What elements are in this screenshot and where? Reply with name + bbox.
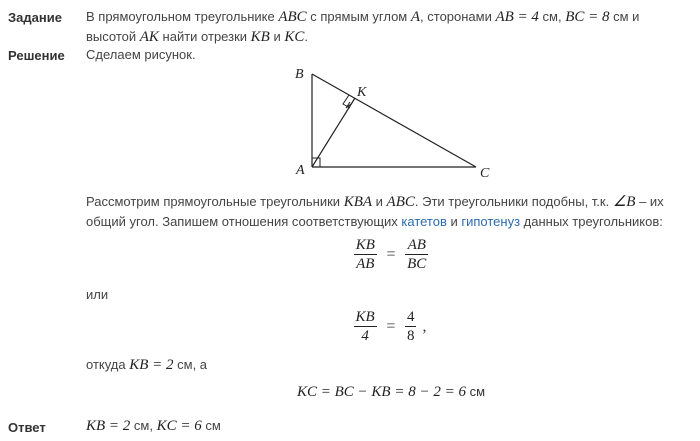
vertex-a: A xyxy=(296,163,305,178)
whence-text: откуда KB = 2 см, а xyxy=(86,357,208,373)
formula-numeric: $\frac{KB}{4}$ = $\frac{4}{8}$ , xyxy=(355,309,427,344)
vertex-b: B xyxy=(295,67,304,82)
answer-label: Ответ xyxy=(8,420,46,435)
altitude-ak xyxy=(312,98,355,167)
or-text: или xyxy=(86,287,109,302)
kc-calculation: KC = BC − KB = 8 − 2 = 6 см xyxy=(296,384,486,400)
solution-label: Решение xyxy=(8,48,65,63)
link-katety[interactable]: катетов xyxy=(401,214,447,229)
task-label: Задание xyxy=(8,10,62,25)
vertex-c: C xyxy=(480,166,490,181)
solution-paragraph: Рассмотрим прямоугольные треугольники KBA и ABC. Эти треугольники подобны, т.к. ∠B – их общий угол. Запишем отношения соответствующих катетов и гипотенуз данных треугольников: xyxy=(86,194,664,229)
formula-ratio: $\frac{KB}{AB}$ = $\frac{AB}{BC}$ xyxy=(355,237,427,272)
task-text: В прямоугольном треугольнике ABC с прямым углом A, сторонами AB = 4 см, BC = 8 см и высотой AK найти отрезки KB и KC. xyxy=(86,9,640,45)
answer-text: KB = 2 см, KC = 6 см xyxy=(86,418,221,434)
triangle-figure xyxy=(280,62,510,184)
link-gipotenuzy[interactable]: гипотенуз xyxy=(461,214,521,229)
vertex-k: K xyxy=(357,85,367,100)
side-bc xyxy=(312,74,476,167)
solution-intro: Сделаем рисунок. xyxy=(86,47,196,62)
